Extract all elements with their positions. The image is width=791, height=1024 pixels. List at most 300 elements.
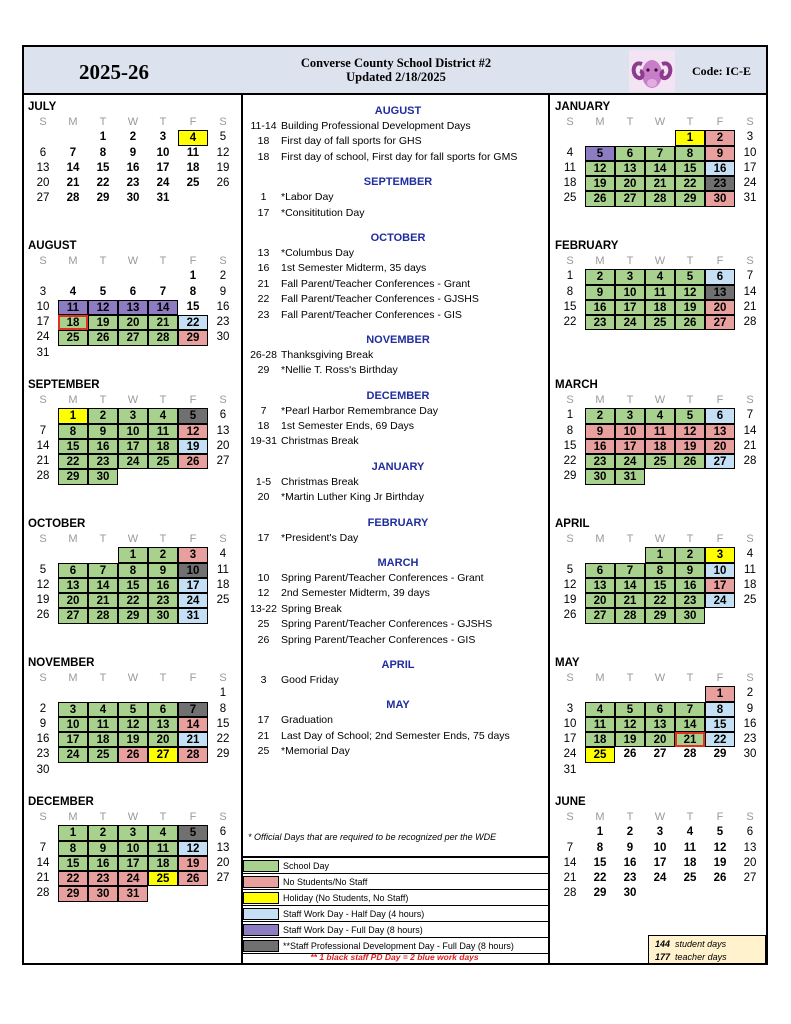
empty-cell (645, 763, 675, 778)
day-cell: 2 (148, 547, 178, 562)
day-cell: 27 (148, 747, 178, 762)
day-cell: 16 (88, 856, 118, 871)
day-cell: 16 (585, 300, 615, 315)
empty-cell (208, 469, 238, 484)
weekday-header: T (159, 394, 167, 406)
day-cell: 6 (645, 702, 675, 717)
day-cell: 9 (129, 146, 137, 159)
day-cell: 20 (705, 439, 735, 454)
day-cell: 13 (148, 717, 178, 732)
legend-label: Staff Work Day - Half Day (4 hours) (283, 908, 425, 919)
day-cell: 23 (126, 177, 140, 190)
day-cell: 25 (186, 177, 200, 190)
day-cell: 2 (129, 131, 137, 144)
event-text: Christmas Break (281, 475, 359, 488)
day-cell: 3 (118, 825, 148, 840)
empty-cell (88, 269, 118, 284)
event-text: *Pearl Harbor Remembrance Day (281, 404, 438, 417)
month-grid (555, 254, 767, 330)
empty-cell (208, 763, 238, 778)
day-cell: 8 (58, 841, 88, 856)
empty-cell (735, 469, 765, 484)
day-cell: 6 (746, 826, 754, 839)
day-cell: 10 (118, 424, 148, 439)
day-cell: 23 (36, 748, 50, 761)
day-cell: 19 (675, 300, 705, 315)
event-text: *Consititution Day (281, 206, 365, 219)
weekday-header: S (219, 672, 227, 684)
month-may (555, 656, 767, 795)
weekday-header: T (159, 672, 167, 684)
weekday-header: S (219, 533, 227, 545)
weekday-header: W (127, 672, 139, 684)
day-cell: 31 (118, 886, 148, 901)
weekday-header: M (68, 533, 78, 545)
day-cell: 13 (118, 300, 148, 315)
weekday-header: W (654, 394, 666, 406)
weekday-header: S (39, 811, 47, 823)
empty-cell (555, 130, 585, 145)
day-cell: 16 (743, 717, 757, 730)
day-cell: 17 (615, 300, 645, 315)
empty-cell (148, 686, 178, 701)
day-cell: 5 (585, 146, 615, 161)
day-cell: 26 (563, 609, 577, 622)
month-grid (555, 810, 767, 902)
day-cell: 24 (563, 748, 577, 761)
weekday-header: F (716, 255, 724, 267)
event-date: 29 (257, 364, 270, 377)
month-grid (28, 254, 240, 361)
day-cell: 1 (58, 408, 88, 423)
event-month-heading: OCTOBER (370, 231, 426, 244)
day-cell: 22 (563, 455, 577, 468)
legend-label: No Students/No Staff (283, 876, 368, 887)
day-cell: 10 (615, 424, 645, 439)
day-cell: 4 (148, 825, 178, 840)
day-cell: 7 (39, 424, 47, 437)
empty-cell (615, 547, 645, 562)
day-cell: 12 (88, 300, 118, 315)
day-cell: 7 (88, 563, 118, 578)
month-name: MAY (555, 657, 580, 669)
weekday-header: W (654, 533, 666, 545)
empty-cell (178, 763, 208, 778)
day-cell: 11 (88, 717, 118, 732)
day-cell: 28 (88, 608, 118, 623)
event-text: First day of fall sports for GHS (281, 135, 422, 148)
day-cell: 26 (675, 454, 705, 469)
day-cell: 7 (566, 841, 574, 854)
weekday-header: W (654, 116, 666, 128)
day-cell: 12 (216, 146, 230, 159)
month-grid (28, 810, 240, 902)
day-cell: 19 (88, 315, 118, 330)
event-month-heading: MAY (386, 699, 410, 712)
day-cell: 3 (615, 408, 645, 423)
day-cell: 22 (705, 732, 735, 747)
day-cell: 24 (118, 454, 148, 469)
event-date: 21 (257, 729, 270, 742)
day-cell: 2 (585, 408, 615, 423)
day-cell: 11 (217, 563, 229, 576)
day-cell: 7 (645, 146, 675, 161)
month-november (28, 656, 240, 795)
event-date: 26 (257, 633, 270, 646)
day-cell: 13 (216, 424, 230, 437)
event-date: 25 (257, 745, 270, 758)
event-text: Building Professional Development Days (281, 120, 471, 132)
day-cell: 22 (58, 871, 88, 886)
day-cell: 18 (58, 315, 88, 330)
day-cell: 11 (148, 841, 178, 856)
day-cell: 26 (36, 609, 50, 622)
event-month-heading: FEBRUARY (367, 516, 429, 529)
empty-cell (178, 686, 208, 701)
month-march (555, 378, 767, 517)
event-row (246, 673, 550, 688)
weekday-header: F (189, 116, 197, 128)
weekday-header: T (159, 116, 167, 128)
day-cell: 23 (705, 176, 735, 191)
day-cell: 23 (623, 872, 637, 885)
day-cell: 28 (683, 748, 697, 761)
day-cell: 20 (36, 177, 50, 190)
updated-date: Updated 2/18/2025 (346, 70, 446, 84)
day-cell: 18 (148, 856, 178, 871)
empty-cell (178, 191, 208, 206)
event-text: Last Day of School; 2nd Semester Ends, 75 days (281, 729, 510, 742)
day-cell: 21 (148, 315, 178, 330)
day-cell: 15 (593, 856, 607, 869)
event-group-april (246, 658, 550, 688)
weekday-header: F (716, 116, 724, 128)
month-february (555, 239, 767, 378)
day-cell: 1 (189, 270, 197, 283)
day-cell: 30 (585, 469, 615, 484)
month-december (28, 795, 240, 934)
weekday-header: F (189, 255, 197, 267)
day-cell: 11 (683, 841, 697, 854)
day-cell: 4 (686, 826, 694, 839)
day-cell: 29 (178, 330, 208, 345)
event-group-may (246, 698, 550, 759)
day-cell: 12 (675, 285, 705, 300)
day-cell: 29 (645, 608, 675, 623)
day-cell: 5 (118, 702, 148, 717)
day-cell: 24 (118, 871, 148, 886)
legend-swatch (243, 892, 279, 904)
day-cell: 29 (96, 192, 110, 205)
weekday-header: M (595, 672, 605, 684)
day-cell: 16 (705, 161, 735, 176)
event-text: *Martin Luther King Jr Birthday (281, 491, 424, 504)
day-cell: 19 (713, 856, 727, 869)
day-cell: 28 (645, 191, 675, 206)
empty-cell (735, 886, 765, 901)
day-cell: 24 (36, 331, 50, 344)
day-cell: 25 (88, 747, 118, 762)
weekday-header: T (626, 533, 634, 545)
day-cell: 27 (653, 748, 667, 761)
event-date: 25 (257, 618, 270, 631)
day-cell: 24 (705, 593, 735, 608)
event-text: Good Friday (281, 673, 339, 686)
day-cell: 29 (593, 887, 607, 900)
day-cell: 18 (563, 177, 577, 190)
empty-cell (58, 547, 88, 562)
day-cell: 5 (615, 702, 645, 717)
day-cell: 1 (118, 547, 148, 562)
day-cell: 11 (744, 563, 756, 576)
weekday-header: F (716, 811, 724, 823)
weekday-header: T (626, 255, 634, 267)
day-cell: 29 (58, 886, 88, 901)
day-cell: 21 (743, 300, 757, 313)
day-cell: 22 (58, 454, 88, 469)
day-cell: 17 (118, 439, 148, 454)
empty-cell (208, 346, 238, 361)
day-cell: 17 (58, 732, 88, 747)
day-cell: 15 (96, 161, 110, 174)
day-cell: 2 (626, 826, 634, 839)
day-cell: 30 (216, 331, 230, 344)
weekday-header: W (127, 811, 139, 823)
weekday-header: S (746, 255, 754, 267)
empty-cell (705, 608, 735, 623)
day-cell: 7 (39, 841, 47, 854)
day-cell: 25 (585, 747, 615, 762)
event-row (246, 713, 550, 728)
day-cell: 14 (66, 161, 80, 174)
event-group-october (246, 231, 550, 323)
empty-cell (645, 686, 675, 701)
weekday-header: T (99, 533, 107, 545)
day-cell: 30 (623, 887, 637, 900)
legend-label: Holiday (No Students, No Staff) (283, 892, 409, 903)
day-cell: 10 (563, 717, 577, 730)
event-date: 22 (257, 293, 270, 306)
day-cell: 23 (743, 733, 757, 746)
empty-cell (88, 763, 118, 778)
event-text: 1st Semester Midterm, 35 days (281, 262, 427, 275)
weekday-header: S (39, 255, 47, 267)
day-cell: 13 (615, 161, 645, 176)
day-cell: 24 (156, 177, 170, 190)
legend-swatch (243, 876, 279, 888)
header (24, 47, 766, 95)
day-cell: 6 (615, 146, 645, 161)
day-cell: 16 (36, 733, 50, 746)
day-cell: 2 (219, 270, 227, 283)
day-cell: 16 (675, 578, 705, 593)
day-cell: 21 (178, 732, 208, 747)
weekday-header: F (189, 672, 197, 684)
day-cell: 31 (563, 763, 577, 776)
event-text: *President's Day (281, 531, 359, 544)
weekday-header: W (127, 116, 139, 128)
day-cell: 19 (118, 732, 148, 747)
weekday-header: S (746, 394, 754, 406)
day-cell: 24 (178, 593, 208, 608)
day-cell: 8 (118, 563, 148, 578)
day-cell: 30 (148, 608, 178, 623)
day-cell: 20 (216, 856, 230, 869)
weekday-header: T (686, 255, 694, 267)
day-cell: 4 (585, 702, 615, 717)
day-cell: 20 (118, 315, 148, 330)
day-cell: 4 (88, 702, 118, 717)
day-cell: 7 (159, 285, 167, 298)
day-cell: 18 (743, 578, 757, 591)
event-date: 11-14 (250, 120, 277, 132)
day-cell: 17 (743, 161, 757, 174)
empty-cell (58, 130, 88, 145)
weekday-header: S (746, 672, 754, 684)
event-text: Christmas Break (281, 435, 359, 448)
day-cell: 2 (39, 702, 47, 715)
month-name: JANUARY (555, 101, 611, 113)
empty-cell (555, 686, 585, 701)
day-cell: 30 (705, 191, 735, 206)
day-cell: 4 (746, 548, 754, 561)
day-cell: 1 (566, 270, 574, 283)
day-cell: 13 (585, 578, 615, 593)
day-cell: 8 (645, 563, 675, 578)
weekday-header: T (686, 394, 694, 406)
day-cell: 6 (129, 285, 137, 298)
event-row (246, 531, 550, 546)
day-cell: 6 (219, 826, 227, 839)
weekday-header: S (746, 533, 754, 545)
day-cell: 21 (66, 177, 80, 190)
day-cell: 31 (743, 192, 757, 205)
day-cell: 1 (566, 409, 574, 422)
event-date: 17 (257, 206, 270, 219)
month-june (555, 795, 767, 934)
event-date: 13 (257, 246, 270, 259)
day-cell: 24 (615, 454, 645, 469)
weekday-header: W (654, 672, 666, 684)
day-cell: 29 (216, 748, 230, 761)
event-group-march (246, 556, 550, 648)
month-name: FEBRUARY (555, 240, 619, 252)
month-grid (28, 671, 240, 778)
day-cell: 12 (713, 841, 727, 854)
day-cell: 23 (88, 871, 118, 886)
weekday-header: S (566, 672, 574, 684)
day-cell: 28 (563, 887, 577, 900)
events-list (246, 104, 550, 770)
day-cell: 27 (216, 455, 230, 468)
day-cell: 4 (645, 269, 675, 284)
empty-cell (735, 608, 765, 623)
empty-cell (118, 763, 148, 778)
day-cell: 14 (743, 285, 757, 298)
day-cell: 11 (186, 146, 200, 159)
event-row (246, 419, 550, 434)
day-cell: 3 (615, 269, 645, 284)
weekday-header: T (686, 116, 694, 128)
day-cell: 23 (675, 593, 705, 608)
day-cell: 23 (148, 593, 178, 608)
event-month-heading: AUGUST (374, 105, 422, 117)
weekday-header: F (716, 533, 724, 545)
empty-cell (675, 686, 705, 701)
day-cell: 25 (743, 594, 757, 607)
event-row (246, 150, 550, 165)
weekday-header: T (626, 811, 634, 823)
day-cell: 31 (178, 608, 208, 623)
day-cell: 13 (645, 717, 675, 732)
weekday-header: S (39, 672, 47, 684)
event-group-november (246, 333, 550, 379)
day-cell: 5 (219, 131, 227, 144)
day-cell: 9 (746, 702, 754, 715)
day-cell: 21 (675, 732, 705, 747)
calendar-column-fall (28, 100, 240, 934)
weekday-header: T (626, 116, 634, 128)
day-cell: 29 (563, 470, 577, 483)
event-month-heading: DECEMBER (366, 389, 430, 402)
month-grid (555, 393, 767, 485)
day-cell: 19 (615, 732, 645, 747)
weekday-header: T (686, 811, 694, 823)
month-august (28, 239, 240, 378)
day-cell: 15 (645, 578, 675, 593)
empty-cell (58, 763, 88, 778)
empty-cell (88, 547, 118, 562)
legend-item (241, 874, 548, 890)
weekday-header: F (189, 533, 197, 545)
weekday-header: F (189, 394, 197, 406)
month-name: NOVEMBER (28, 657, 95, 669)
day-cell: 2 (585, 269, 615, 284)
day-cell: 9 (705, 146, 735, 161)
event-text: 2nd Semester Midterm, 39 days (281, 587, 430, 600)
empty-cell (88, 346, 118, 361)
day-cell: 19 (36, 594, 50, 607)
day-cell: 30 (88, 886, 118, 901)
empty-cell (615, 763, 645, 778)
event-group-september (246, 175, 550, 221)
day-cell: 14 (36, 856, 50, 869)
day-cell: 15 (186, 300, 200, 313)
day-cell: 30 (675, 608, 705, 623)
weekday-header: S (219, 811, 227, 823)
day-cell: 6 (219, 409, 227, 422)
day-cell: 28 (36, 470, 50, 483)
day-cell: 8 (58, 424, 88, 439)
empty-cell (645, 469, 675, 484)
policy-code: Code: IC-E (692, 64, 751, 78)
weekday-header: S (746, 811, 754, 823)
day-cell: 28 (743, 316, 757, 329)
day-cell: 28 (148, 330, 178, 345)
day-cell: 28 (36, 887, 50, 900)
month-grid (555, 671, 767, 778)
weekday-header: T (626, 394, 634, 406)
day-cell: 26 (178, 454, 208, 469)
weekday-header: S (219, 116, 227, 128)
day-cell: 9 (675, 563, 705, 578)
empty-cell (118, 686, 148, 701)
day-cell: 26 (88, 330, 118, 345)
weekday-header: W (654, 811, 666, 823)
day-cell: 14 (675, 717, 705, 732)
weekday-header: M (595, 533, 605, 545)
event-row (246, 206, 550, 221)
